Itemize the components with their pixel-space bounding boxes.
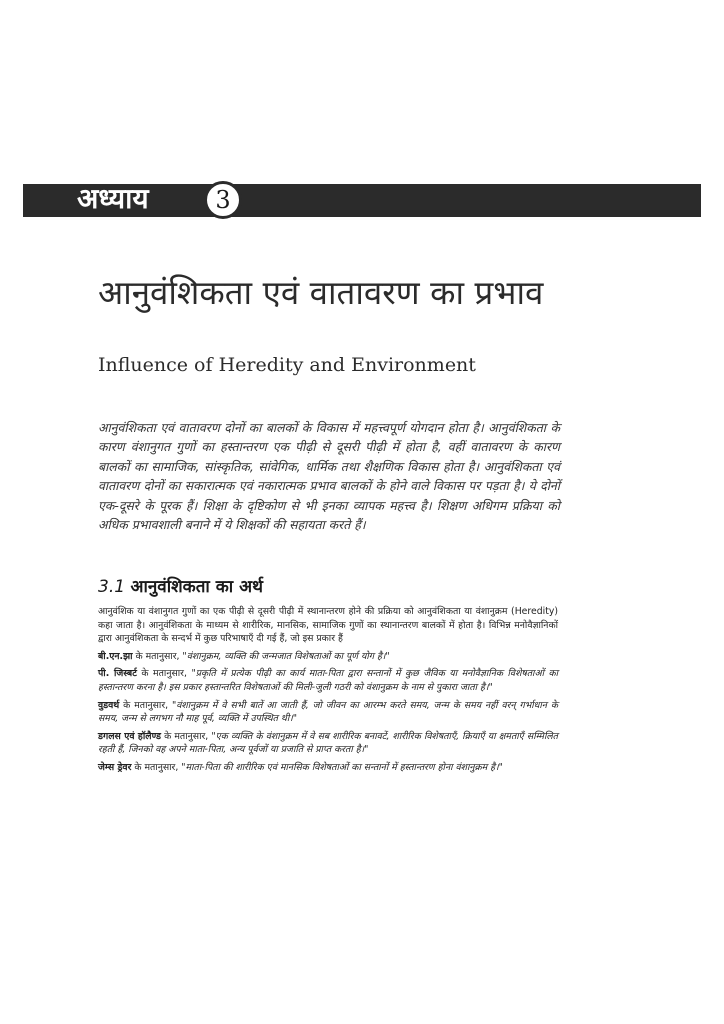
definition-quote: "एक व्यक्ति के वंशानुक्रम में वे सब शारीरिक बनावटें, शारीरिक विशेषताएँ, क्रियाएँ या क्षमताएँ सम्मिलित रहती हैं, जिनको वह अपने माता-पिता, अन्य पूर्वजों या प्रजाति से प्राप्त करता है।" [98,730,558,756]
definition-quote: "माता-पिता की शारीरिक एवं मानसिक विशेषताओं का सन्तानों में हस्तान्तरण होना वंशानुक्रम है।" [181,761,503,773]
chapter-title-english: Influence of Heredity and Environment [98,354,476,376]
chapter-title-hindi: आनुवंशिकता एवं वातावरण का प्रभाव [98,273,544,312]
definition-lead: के मतानुसार, [132,650,183,662]
definition-quote: "प्रकृति में प्रत्येक पीढ़ी का कार्य माता-पिता द्वारा सन्तानों में कुछ जैविक या मनोवैज्ञानिक विशेषताओं का हस्तान्तरण करना है। इस प्रकार हस्तान्तरित विशेषताओं की मिली-जुली गठरी को वंशानुक्रम के नाम से पुकारा जाता है।" [98,668,559,693]
section-heading [98,575,263,599]
definition-author: पी. जिस्बर्ट [98,668,137,680]
definition-lead: के मतानुसार, [119,699,172,711]
section-title: आनुवंशिकता का अर्थ [130,577,263,597]
definition-lead: के मतानुसार, [160,730,212,742]
definition-quote: "वंशानुक्रम में वे सभी बातें आ जाती हैं, जो जीवन का आरम्भ करते समय, जन्म के समय नहीं वरन् गर्भाधान के समय, जन्म से लगभग नौ माह पूर्व, व्यक्ति में उपस्थित थी।" [98,699,558,725]
definition-quote: "वंशानुक्रम, व्यक्ति की जन्मजात विशेषताओं का पूर्ण योग है।" [182,650,390,662]
section-number: 3.1 [98,577,126,597]
section-body [98,605,558,779]
definition-item [98,761,558,775]
definition-item [98,730,558,757]
definition-lead: के मतानुसार, [136,668,192,680]
definition-item [98,667,558,694]
chapter-intro: आनुवंशिकता एवं वातावरण दोनों का बालकों के विकास में महत्त्वपूर्ण योगदान होता है। आनुवंशिकता के कारण वंशानुगत गुणों का हस्तान्तरण एक पीढ़ी से दूसरी पीढ़ी में होता है, वहीं वातावरण के कारण बालकों का सामाजिक, सांस्कृतिक, सांवेगिक, धार्मिक तथा शैक्षणिक विकास होता है। आनुवंशिकता एवं वातावरण दोनों का सकारात्मक एवं नकारात्मक प्रभाव बालकों के होने वाले विकास पर पड़ता है। ये दोनों एक-दूसरे के पूरक हैं। शिक्षा के दृष्टिकोण से भी इनका व्यापक महत्त्व है। शिक्षण अधिगम प्रक्रिया को अधिक प्रभावशाली बनाने में ये शिक्षकों की सहायता करते हैं। [98,420,560,533]
definition-author: बी.एन.झा [98,650,133,662]
chapter-number-badge: 3 [204,181,242,219]
section-paragraph: आनुवंशिक या वंशानुगत गुणों का एक पीढ़ी से दूसरी पीढ़ी में स्थानान्तरण होने की प्रक्रिया को आनुवंशिकता या वंशानुक्रम (Heredity) कहा जाता है। आनुवंशिकता के माध्यम से शारीरिक, मानसिक, सामाजिक गुणों का स्थानान्तरण बालकों में होता है। विभिन्न मनोवैज्ञानिकों द्वारा आनुवंशिकता के सन्दर्भ में कुछ परिभाषाएँ दी गई हैं, जो इस प्रकार हैं [98,606,558,645]
definition-item [98,699,558,726]
definition-author: जेम्स ड्रेवर [98,761,132,773]
definition-author: वुडवर्थ [98,699,120,711]
definition-author: डगलस एवं हॉलैण्ड [98,730,161,742]
definition-item [98,650,558,664]
definition-lead: के मतानुसार, [131,761,182,773]
chapter-label: अध्याय [77,182,149,215]
